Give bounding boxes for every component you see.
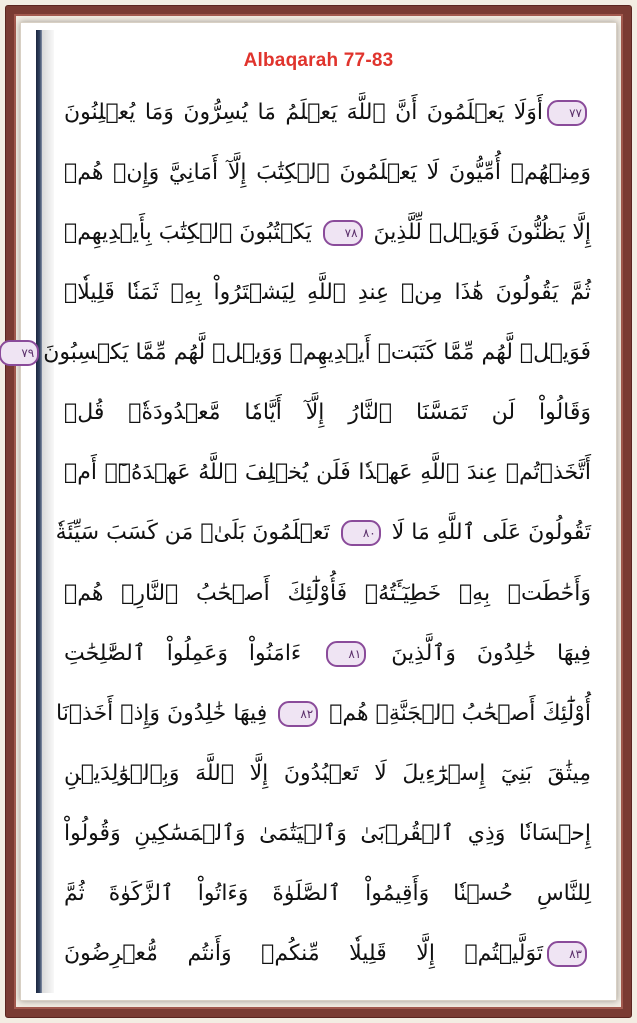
ayah-number-marker: ٨١ [326, 641, 366, 667]
verse-text-part: ءَامَنُواْ وَعَمِلُواْ ٱلصَّٰلِحَٰتِ [64, 640, 323, 666]
ayah-number-marker: ٧٨ [323, 220, 363, 246]
verse-text-part: تَعۡلَمُونَ بَلَىٰۚ مَن كَسَبَ سَيِّئَةٗ [55, 520, 337, 546]
verse-line [64, 208, 591, 258]
verse-line [64, 809, 591, 859]
ayah-number-marker: ٧٩ [0, 340, 39, 366]
verse-text: وَأَحَٰطَتۡ بِهِۦ خَطِيٓـَٔتُهُۥ فَأُوْلَٰٓئِكَ أَصۡحَٰبُ ٱلنَّارِۖ هُمۡ [64, 580, 591, 606]
verse-text: فَوَيۡلٞ لَّهُم مِّمَّا كَتَبَتۡ أَيۡدِيهِمۡ وَوَيۡلٞ لَّهُم مِّمَّا يَكۡسِبُونَ [43, 340, 591, 366]
verse-line [64, 749, 591, 799]
verse-line [21, 328, 591, 378]
verse-line [56, 689, 591, 739]
verse-text-part: إِلَّا يَظُنُّونَ فَوَيۡلٞ لِّلَّذِينَ [366, 220, 591, 246]
verse-text-part: أُوْلَٰٓئِكَ أَصۡحَٰبُ ٱلۡجَنَّةِۖ هُمۡ [322, 700, 591, 726]
verse-text: مِيثَٰقَ بَنِيٓ إِسۡرَٰٓءِيلَ لَا تَعۡبُدُونَ إِلَّا ٱللَّهَ وَبِٱلۡوَٰلِدَيۡنِ [64, 760, 591, 786]
verse-text: أَتَّخَذۡتُمۡ عِندَ ٱللَّهِ عَهۡدٗا فَلَن يُخۡلِفَ ٱللَّهُ عَهۡدَهُۥٓۖ أَمۡ [64, 460, 591, 486]
verse-line [64, 148, 591, 198]
verse-text: لِلنَّاسِ حُسۡنٗا وَأَقِيمُواْ ٱلصَّلَوٰةَ وَءَاتُواْ ٱلزَّكَوٰةَ ثُمَّ [64, 880, 591, 906]
verse-line [55, 508, 591, 558]
verse-line [64, 268, 591, 318]
verse-text: وَمِنۡهُمۡ أُمِّيُّونَ لَا يَعۡلَمُونَ ٱلۡكِتَٰبَ إِلَّآ أَمَانِيَّ وَإِنۡ هُمۡ [64, 160, 591, 186]
verse-lines [21, 88, 591, 979]
verse-line [64, 88, 591, 138]
verse-text: أَوَلَا يَعۡلَمُونَ أَنَّ ٱللَّهَ يَعۡلَمُ مَا يُسِرُّونَ وَمَا يُعۡلِنُونَ [64, 100, 543, 125]
page-title: Albaqarah 77-83 [243, 50, 394, 71]
verse-text-part: فِيهَا خَٰلِدُونَ وَٱلَّذِينَ [370, 640, 591, 666]
verse-line [64, 448, 591, 498]
ayah-number-marker: ٨٣ [547, 941, 587, 967]
verse-text: وَقَالُواْ لَن تَمَسَّنَا ٱلنَّارُ إِلَّآ أَيَّامٗا مَّعۡدُودَةٗۚ قُلۡ [64, 400, 591, 426]
ayah-number-marker: ٨٠ [341, 520, 381, 546]
verse-text-part: فِيهَا خَٰلِدُونَ وَإِذۡ أَخَذۡنَا [56, 700, 275, 726]
page-spine-shadow [42, 30, 54, 993]
ayah-number-marker: ٨٢ [278, 701, 318, 727]
verse-line [64, 569, 591, 619]
verse-text: تَوَلَّيۡتُمۡ إِلَّا قَلِيلٗا مِّنكُمۡ وَأَنتُم مُّعۡرِضُونَ [64, 940, 543, 966]
verse-text: ثُمَّ يَقُولُونَ هَٰذَا مِنۡ عِندِ ٱللَّهِ لِيَشۡتَرُواْ بِهِۦ ثَمَنٗا قَلِيلٗاۖ [64, 280, 591, 306]
ayah-number-marker: ٧٧ [547, 100, 587, 126]
verse-line [64, 869, 591, 919]
mushaf-page [21, 30, 601, 993]
verse-text: إِحۡسَانٗا وَذِي ٱلۡقُرۡبَىٰ وَٱلۡيَتَٰمَىٰ وَٱلۡمَسَٰكِينِ وَقُولُواْ [64, 820, 591, 846]
verse-text-part: يَكۡتُبُونَ ٱلۡكِتَٰبَ بِأَيۡدِيهِمۡ [64, 220, 319, 246]
verse-line [64, 388, 591, 438]
verse-line [64, 929, 591, 979]
verse-line [64, 629, 591, 679]
verse-text-part: تَقُولُونَ عَلَى ٱللَّهِ مَا لَا [384, 520, 591, 546]
